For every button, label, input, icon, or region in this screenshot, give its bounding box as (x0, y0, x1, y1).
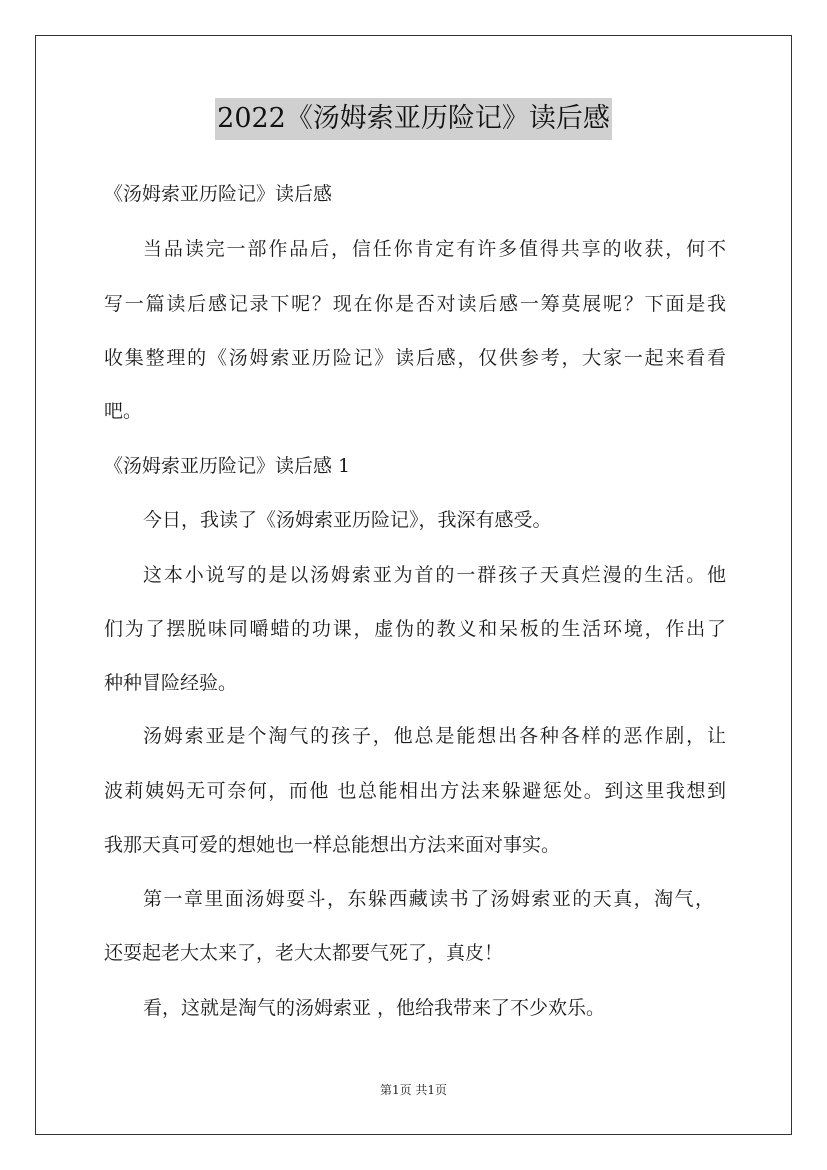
paragraph-line: 收集整理的《汤姆索亚历险记》读后感，仅供参考，大家一起来看看 (104, 347, 726, 369)
paragraph-line: 们为了摆脱味同嚼蜡的功课，虚伪的教义和呆板的生活环境，作出了 (104, 618, 726, 640)
paragraph-line: 当品读完一部作品后，信任你肯定有许多值得共享的收获，何不 (143, 238, 726, 260)
paragraph-line: 今日，我读了《汤姆索亚历险记》，我深有感受。 (143, 509, 552, 531)
subtitle-line: 《汤姆索亚历险记》读后感 (104, 183, 333, 205)
paragraph-line: 还耍起老大太来了，老大太都要气死了，真皮！ (104, 942, 504, 964)
paragraph-line: 看，这就是淘气的汤姆索亚 ，他给我带来了不少欢乐。 (143, 997, 606, 1019)
paragraph-line: 波莉姨妈无可奈何，而他 也总能相出方法来躲避惩处。到这里我想到 (104, 780, 726, 802)
title-container (0, 98, 827, 140)
paragraph-line: 第一章里面汤姆耍斗，东躲西藏读书了汤姆索亚的天真，淘气， (143, 888, 714, 910)
paragraph-line: 这本小说写的是以汤姆索亚为首的一群孩子天真烂漫的生活。他 (143, 564, 726, 586)
paragraph-line: 吧。 (104, 400, 143, 422)
paragraph-line: 写一篇读后感记录下呢？现在你是否对读后感一筹莫展呢？下面是我 (104, 293, 726, 315)
paragraph-line: 我那天真可爱的想她也一样总能想出方法来面对事实。 (104, 834, 561, 856)
section-heading: 《汤姆索亚历险记》读后感 1 (104, 455, 351, 477)
document-title: 2022《汤姆索亚历险记》读后感 (215, 98, 612, 140)
paragraph-line: 汤姆索亚是个淘气的孩子，他总是能想出各种各样的恶作剧，让 (143, 725, 726, 747)
page-footer: 第1页 共1页 (379, 1083, 448, 1097)
paragraph-line: 种种冒险经验。 (104, 672, 238, 694)
